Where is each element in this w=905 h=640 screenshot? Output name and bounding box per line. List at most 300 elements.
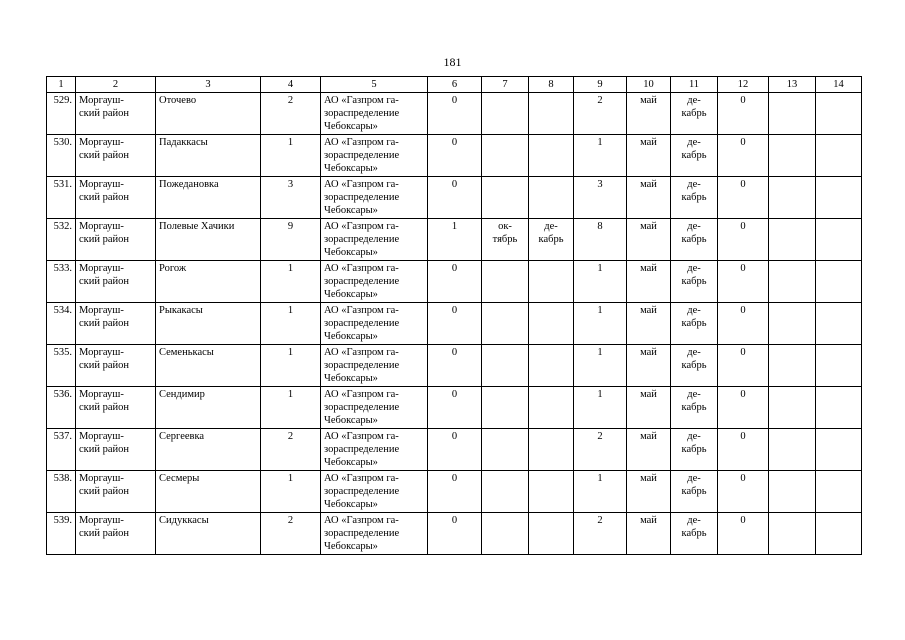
organization-line: зораспределение [324, 276, 400, 287]
settlement-name: Рыкакасы [159, 305, 203, 316]
col13-cell [769, 513, 816, 555]
district-line: Моргауш- [79, 263, 124, 274]
organization-line: зораспределение [324, 528, 400, 539]
col6-value: 0 [451, 347, 458, 358]
settlement-name: Полевые Хачики [159, 221, 235, 232]
col7-cell [482, 471, 529, 513]
col12-cell [718, 345, 769, 387]
table-row [47, 513, 862, 555]
col12-value: 0 [740, 137, 746, 148]
col10-cell [627, 345, 671, 387]
table-row [47, 135, 862, 177]
district-cell [76, 345, 156, 387]
col11-line: кабрь [681, 528, 707, 539]
row-number: 535. [53, 347, 72, 358]
col9-cell [574, 93, 627, 135]
col14-cell [816, 177, 862, 219]
row-number: 538. [53, 473, 72, 484]
col9-value: 1 [597, 305, 603, 316]
column-header: 11 [671, 77, 718, 93]
settlement-cell [156, 387, 261, 429]
row-number-cell [47, 345, 76, 387]
district-cell [76, 261, 156, 303]
district-line: ский район [79, 444, 130, 455]
col6-cell [428, 345, 482, 387]
organization-line: Чебоксары» [324, 457, 378, 468]
col8-cell [529, 135, 574, 177]
col11-line: кабрь [681, 234, 707, 245]
col6-cell [428, 177, 482, 219]
col6-cell [428, 219, 482, 261]
col8-line: де- [544, 221, 558, 232]
col6-cell [428, 471, 482, 513]
col10-value: май [640, 515, 657, 526]
row-number: 533. [53, 263, 72, 274]
col11-line: де- [687, 431, 701, 442]
organization-line: зораспределение [324, 108, 400, 119]
organization-line: Чебоксары» [324, 415, 378, 426]
col8-cell [529, 471, 574, 513]
district-line: ский район [79, 276, 130, 287]
column-header: 5 [321, 77, 428, 93]
district-line: ский район [79, 402, 130, 413]
col4-value: 2 [287, 431, 294, 442]
settlement-cell [156, 513, 261, 555]
district-cell [76, 387, 156, 429]
settlement-cell [156, 93, 261, 135]
organization-line: Чебоксары» [324, 163, 378, 174]
col9-value: 1 [597, 347, 603, 358]
row-number-cell [47, 93, 76, 135]
col12-value: 0 [740, 263, 746, 274]
settlement-cell [156, 177, 261, 219]
district-line: ский район [79, 528, 130, 539]
col9-value: 1 [597, 473, 603, 484]
col4-value: 1 [287, 347, 294, 358]
col13-cell [769, 303, 816, 345]
col11-line: кабрь [681, 318, 707, 329]
organization-line: Чебоксары» [324, 205, 378, 216]
col6-cell [428, 429, 482, 471]
col10-cell [627, 177, 671, 219]
row-number: 539. [53, 515, 72, 526]
col13-cell [769, 261, 816, 303]
settlement-cell [156, 471, 261, 513]
col4-cell [261, 345, 321, 387]
district-line: ский район [79, 192, 130, 203]
col11-line: кабрь [681, 360, 707, 371]
row-number-cell [47, 303, 76, 345]
col6-value: 0 [451, 179, 458, 190]
col10-cell [627, 429, 671, 471]
settlement-name: Пожедановка [159, 179, 219, 190]
settlement-cell [156, 303, 261, 345]
col12-value: 0 [740, 95, 746, 106]
district-cell [76, 303, 156, 345]
col11-line: де- [687, 179, 701, 190]
column-header: 8 [529, 77, 574, 93]
organization-cell [321, 261, 428, 303]
settlement-name: Семенькасы [159, 347, 214, 358]
col12-cell [718, 429, 769, 471]
organization-cell [321, 471, 428, 513]
settlement-name: Сергеевка [159, 431, 205, 442]
col11-cell [671, 135, 718, 177]
organization-line: зораспределение [324, 402, 400, 413]
row-number: 534. [53, 305, 72, 316]
col13-cell [769, 471, 816, 513]
col10-value: май [640, 95, 657, 106]
organization-cell [321, 219, 428, 261]
col4-cell [261, 471, 321, 513]
row-number-cell [47, 135, 76, 177]
column-header: 14 [816, 77, 862, 93]
row-number: 530. [53, 137, 72, 148]
col11-cell [671, 177, 718, 219]
col11-line: кабрь [681, 276, 707, 287]
col14-cell [816, 387, 862, 429]
col7-cell [482, 303, 529, 345]
col6-value: 0 [451, 263, 458, 274]
column-header: 6 [428, 77, 482, 93]
col4-cell [261, 177, 321, 219]
column-header: 10 [627, 77, 671, 93]
organization-line: АО «Газпром га- [324, 95, 399, 106]
col8-line: кабрь [538, 234, 564, 245]
col7-cell [482, 513, 529, 555]
district-line: ский район [79, 486, 130, 497]
district-cell [76, 471, 156, 513]
col9-value: 2 [597, 431, 603, 442]
organization-line: зораспределение [324, 150, 400, 161]
col7-line: тябрь [492, 234, 518, 245]
district-line: ский район [79, 318, 130, 329]
organization-cell [321, 429, 428, 471]
col13-cell [769, 135, 816, 177]
organization-line: АО «Газпром га- [324, 347, 399, 358]
column-header: 12 [718, 77, 769, 93]
col9-value: 1 [597, 389, 603, 400]
col6-cell [428, 513, 482, 555]
col12-value: 0 [740, 473, 746, 484]
col11-line: кабрь [681, 444, 707, 455]
col6-cell [428, 387, 482, 429]
col11-line: де- [687, 347, 701, 358]
row-number-cell [47, 429, 76, 471]
district-cell [76, 93, 156, 135]
row-number-cell [47, 177, 76, 219]
district-line: Моргауш- [79, 179, 124, 190]
settlement-cell [156, 219, 261, 261]
district-line: Моргауш- [79, 431, 124, 442]
col8-cell [529, 513, 574, 555]
row-number-cell [47, 261, 76, 303]
col4-value: 2 [287, 515, 294, 526]
col10-cell [627, 93, 671, 135]
row-number-cell [47, 387, 76, 429]
col10-cell [627, 135, 671, 177]
district-line: Моргауш- [79, 515, 124, 526]
col11-line: де- [687, 515, 701, 526]
col9-value: 1 [597, 137, 603, 148]
col9-value: 2 [597, 515, 603, 526]
col6-value: 0 [451, 473, 458, 484]
district-cell [76, 219, 156, 261]
organization-line: АО «Газпром га- [324, 305, 399, 316]
col7-line: ок- [498, 221, 512, 232]
col4-cell [261, 513, 321, 555]
row-number-cell [47, 471, 76, 513]
col11-line: де- [687, 389, 701, 400]
col9-value: 2 [597, 95, 603, 106]
col8-cell [529, 219, 574, 261]
col9-cell [574, 135, 627, 177]
col7-cell [482, 429, 529, 471]
settlement-name: Падаккасы [159, 137, 208, 148]
organization-line: зораспределение [324, 360, 400, 371]
table-row [47, 345, 862, 387]
organization-cell [321, 387, 428, 429]
organization-line: Чебоксары» [324, 247, 378, 258]
col10-value: май [640, 221, 657, 232]
col10-value: май [640, 179, 657, 190]
col12-value: 0 [740, 347, 746, 358]
col12-cell [718, 513, 769, 555]
col6-value: 0 [451, 137, 458, 148]
col7-cell [482, 93, 529, 135]
settlement-name: Сесмеры [159, 473, 200, 484]
col4-value: 1 [287, 263, 294, 274]
col4-cell [261, 303, 321, 345]
district-line: ский район [79, 234, 130, 245]
organization-line: Чебоксары» [324, 331, 378, 342]
col12-value: 0 [740, 389, 746, 400]
col9-cell [574, 387, 627, 429]
col11-cell [671, 93, 718, 135]
column-header: 13 [769, 77, 816, 93]
col6-value: 0 [451, 95, 458, 106]
organization-line: Чебоксары» [324, 541, 378, 552]
col10-cell [627, 471, 671, 513]
col9-cell [574, 177, 627, 219]
organization-cell [321, 93, 428, 135]
district-cell [76, 513, 156, 555]
col11-line: де- [687, 221, 701, 232]
col10-value: май [640, 347, 657, 358]
col9-value: 8 [597, 221, 603, 232]
organization-line: Чебоксары» [324, 499, 378, 510]
col8-cell [529, 93, 574, 135]
col12-cell [718, 93, 769, 135]
col14-cell [816, 219, 862, 261]
col4-cell [261, 93, 321, 135]
col13-cell [769, 177, 816, 219]
organization-line: зораспределение [324, 444, 400, 455]
col14-cell [816, 429, 862, 471]
col11-line: де- [687, 473, 701, 484]
col12-value: 0 [740, 431, 746, 442]
organization-cell [321, 513, 428, 555]
col10-cell [627, 303, 671, 345]
district-line: Моргауш- [79, 389, 124, 400]
organization-line: АО «Газпром га- [324, 137, 399, 148]
table-row [47, 93, 862, 135]
col14-cell [816, 135, 862, 177]
col13-cell [769, 93, 816, 135]
col6-value: 0 [451, 389, 458, 400]
district-cell [76, 429, 156, 471]
district-line: ский район [79, 108, 130, 119]
col11-cell [671, 471, 718, 513]
col8-cell [529, 303, 574, 345]
col12-cell [718, 219, 769, 261]
table-row [47, 387, 862, 429]
settlement-cell [156, 345, 261, 387]
col11-cell [671, 219, 718, 261]
row-number: 531. [53, 179, 72, 190]
settlement-cell [156, 261, 261, 303]
col4-value: 3 [287, 179, 294, 190]
col7-cell [482, 387, 529, 429]
col11-cell [671, 513, 718, 555]
col4-cell [261, 261, 321, 303]
col6-cell [428, 303, 482, 345]
col10-value: май [640, 431, 657, 442]
page-number: 181 [443, 55, 462, 69]
column-header: 4 [261, 77, 321, 93]
col12-cell [718, 471, 769, 513]
col6-value: 1 [451, 221, 458, 232]
col9-value: 1 [597, 263, 603, 274]
col10-value: май [640, 137, 657, 148]
column-header: 9 [574, 77, 627, 93]
col12-cell [718, 261, 769, 303]
settlement-cell [156, 429, 261, 471]
col12-cell [718, 177, 769, 219]
district-line: Моргауш- [79, 473, 124, 484]
data-table [46, 76, 862, 555]
col14-cell [816, 471, 862, 513]
row-number: 529. [53, 95, 72, 106]
col4-cell [261, 387, 321, 429]
col10-value: май [640, 263, 657, 274]
organization-line: Чебоксары» [324, 121, 378, 132]
col14-cell [816, 345, 862, 387]
col11-cell [671, 387, 718, 429]
col4-cell [261, 135, 321, 177]
table-row [47, 471, 862, 513]
district-line: ский район [79, 360, 130, 371]
col11-line: де- [687, 305, 701, 316]
row-number-cell [47, 219, 76, 261]
column-header: 7 [482, 77, 529, 93]
column-header: 2 [76, 77, 156, 93]
col4-value: 2 [287, 95, 294, 106]
district-line: Моргауш- [79, 221, 124, 232]
col7-cell [482, 177, 529, 219]
col4-cell [261, 219, 321, 261]
col10-cell [627, 387, 671, 429]
row-number: 536. [53, 389, 72, 400]
col12-value: 0 [740, 305, 746, 316]
organization-cell [321, 345, 428, 387]
col13-cell [769, 429, 816, 471]
col10-value: май [640, 389, 657, 400]
organization-line: АО «Газпром га- [324, 515, 399, 526]
col9-cell [574, 513, 627, 555]
organization-cell [321, 135, 428, 177]
col12-value: 0 [740, 221, 746, 232]
organization-line: АО «Газпром га- [324, 473, 399, 484]
organization-line: Чебоксары» [324, 289, 378, 300]
row-number: 537. [53, 431, 72, 442]
organization-line: зораспределение [324, 318, 400, 329]
table-row [47, 219, 862, 261]
col8-cell [529, 345, 574, 387]
organization-line: АО «Газпром га- [324, 431, 399, 442]
col8-cell [529, 387, 574, 429]
col4-value: 1 [287, 305, 294, 316]
settlement-name: Сендимир [159, 389, 205, 400]
column-header: 1 [47, 77, 76, 93]
col11-line: кабрь [681, 402, 707, 413]
col13-cell [769, 219, 816, 261]
district-cell [76, 135, 156, 177]
col9-cell [574, 345, 627, 387]
col14-cell [816, 303, 862, 345]
col10-cell [627, 219, 671, 261]
col11-cell [671, 429, 718, 471]
organization-line: АО «Газпром га- [324, 221, 399, 232]
district-line: ский район [79, 150, 130, 161]
col12-cell [718, 303, 769, 345]
column-header: 3 [156, 77, 261, 93]
col11-cell [671, 303, 718, 345]
district-line: Моргауш- [79, 137, 124, 148]
table-row [47, 261, 862, 303]
table-row [47, 429, 862, 471]
col9-cell [574, 429, 627, 471]
col11-line: кабрь [681, 108, 707, 119]
col11-line: кабрь [681, 192, 707, 203]
table-row [47, 303, 862, 345]
organization-line: АО «Газпром га- [324, 263, 399, 274]
col14-cell [816, 93, 862, 135]
settlement-name: Сидуккасы [159, 515, 209, 526]
col14-cell [816, 513, 862, 555]
col10-value: май [640, 305, 657, 316]
col6-value: 0 [451, 431, 458, 442]
organization-cell [321, 177, 428, 219]
district-line: Моргауш- [79, 95, 124, 106]
col6-value: 0 [451, 305, 458, 316]
col9-cell [574, 471, 627, 513]
organization-line: АО «Газпром га- [324, 179, 399, 190]
col12-cell [718, 135, 769, 177]
col9-cell [574, 303, 627, 345]
organization-cell [321, 303, 428, 345]
district-line: Моргауш- [79, 305, 124, 316]
col13-cell [769, 387, 816, 429]
col11-cell [671, 345, 718, 387]
row-number-cell [47, 513, 76, 555]
col11-line: де- [687, 263, 701, 274]
col11-line: кабрь [681, 486, 707, 497]
col6-value: 0 [451, 515, 458, 526]
settlement-name: Рогож [159, 263, 187, 274]
col6-cell [428, 93, 482, 135]
col10-cell [627, 261, 671, 303]
